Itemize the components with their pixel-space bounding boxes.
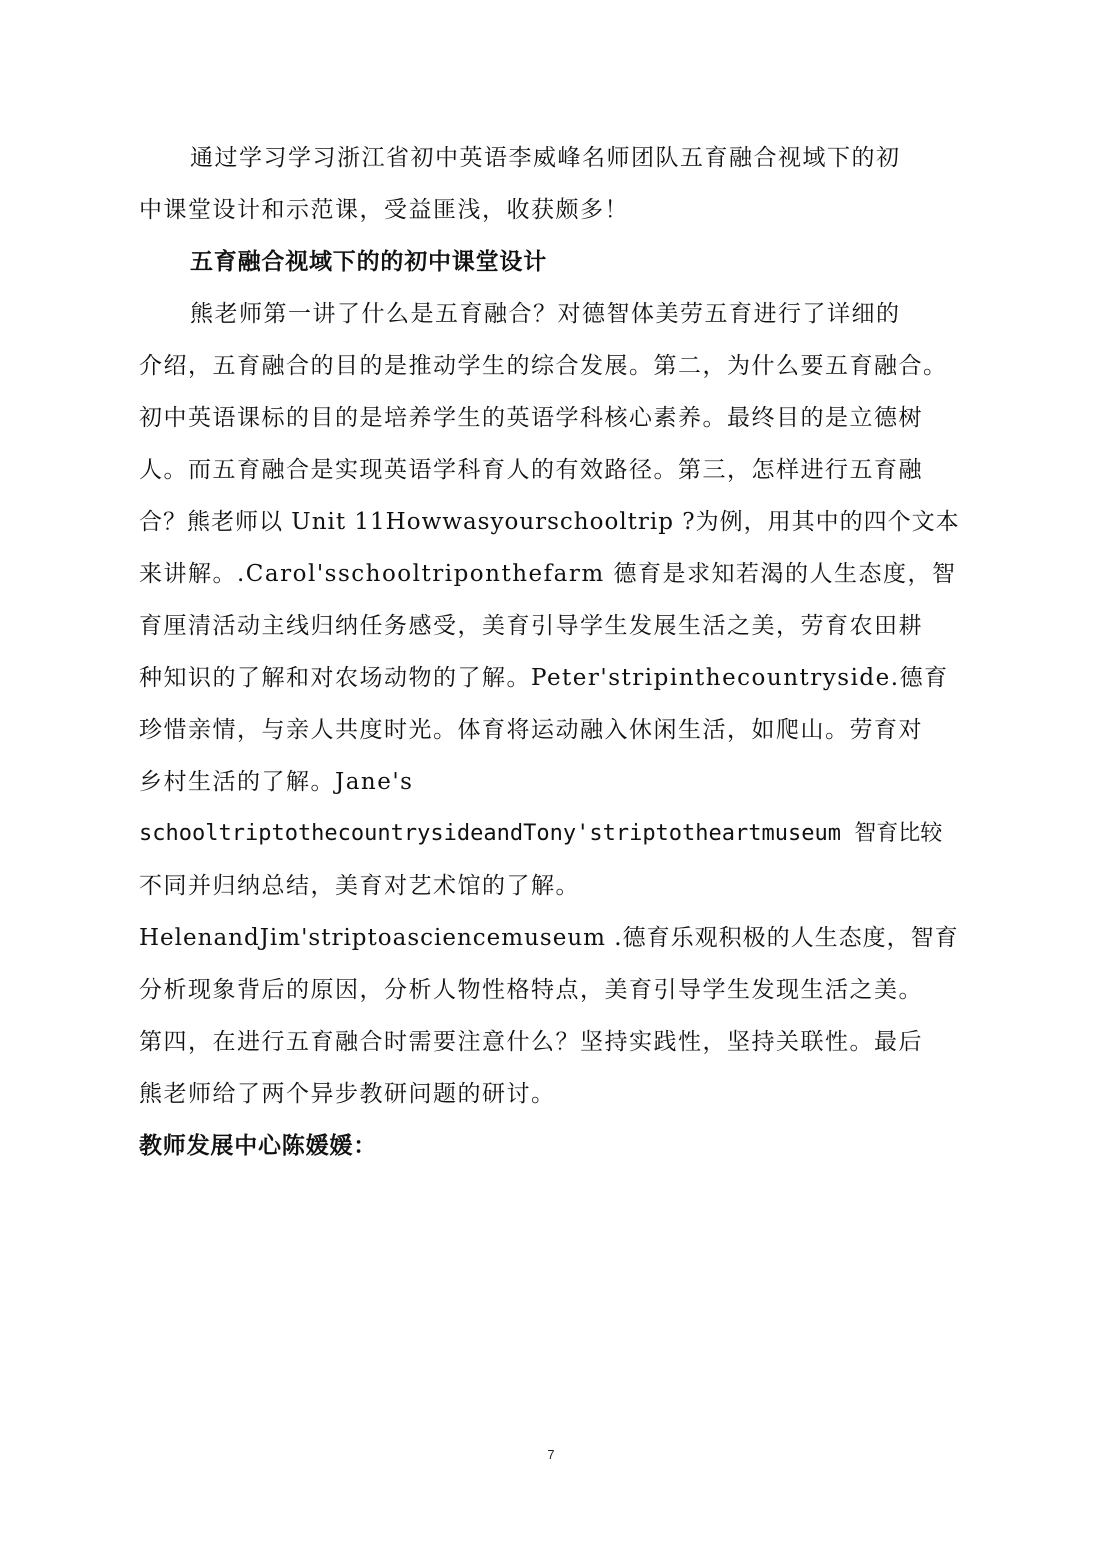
paragraph-body-line-2: 介绍，五育融合的目的是推动学生的综合发展。第二，为什么要五育融合。 — [139, 353, 948, 379]
paragraph-body-line-12: 不同并归纳总结，美育对艺术馆的了解。 — [139, 873, 580, 899]
paragraph-body-line-4: 人。而五育融合是实现英语学科育人的有效路径。第三，怎样进行五育融 — [139, 457, 923, 483]
paragraph-body-line-3: 初中英语课标的目的是培养学生的英语学科核心素养。最终目的是立德树 — [139, 405, 923, 431]
paragraph-body-line-15: 第四，在进行五育融合时需要注意什么？坚持实践性，坚持关联性。最后 — [139, 1029, 923, 1055]
page-number: 7 — [547, 1447, 555, 1462]
paragraph-body-line-11: schooltriptothecountrysideandTony'striptotheartmuseum 智育比较 — [139, 821, 943, 846]
paragraph-body-line-14: 分析现象背后的原因，分析人物性格特点，美育引导学生发现生活之美。 — [139, 977, 923, 1003]
document-body — [139, 132, 965, 1172]
paragraph-intro-line-2: 中课堂设计和示范课，受益匪浅，收获颇多！ — [139, 197, 629, 223]
paragraph-body-line-1: 熊老师第一讲了什么是五育融合？对德智体美劳五育进行了详细的 — [190, 301, 901, 327]
paragraph-body-line-8: 种知识的了解和对农场动物的了解。Peter'stripinthecountryside.德育 — [139, 665, 949, 691]
paragraph-body-line-6: 来讲解。.Carol'sschooltriponthefarm 德育是求知若渴的人生态度，智 — [139, 561, 957, 587]
paragraph-body-line-7: 育厘清活动主线归纳任务感受，美育引导学生发展生活之美，劳育农田耕 — [139, 613, 923, 639]
paragraph-body-line-16: 熊老师给了两个异步教研问题的研讨。 — [139, 1081, 556, 1107]
section-heading: 五育融合视域下的的初中课堂设计 — [190, 248, 547, 275]
paragraph-body-line-9: 珍惜亲情，与亲人共度时光。体育将运动融入休闲生活，如爬山。劳育对 — [139, 717, 923, 743]
paragraph-intro-line-1: 通过学习学习浙江省初中英语李威峰名师团队五育融合视域下的初 — [190, 145, 901, 171]
paragraph-body-line-10: 乡村生活的了解。Jane's — [139, 769, 414, 795]
paragraph-body-line-5: 合？熊老师以 Unit 11Howwasyourschooltrip ?为例，用其中的四个文本 — [139, 509, 960, 535]
author-heading: 教师发展中心陈媛媛： — [139, 1132, 377, 1159]
paragraph-body-line-13: HelenandJim'striptoasciencemuseum .德育乐观积极的人生态度，智育 — [139, 925, 959, 951]
